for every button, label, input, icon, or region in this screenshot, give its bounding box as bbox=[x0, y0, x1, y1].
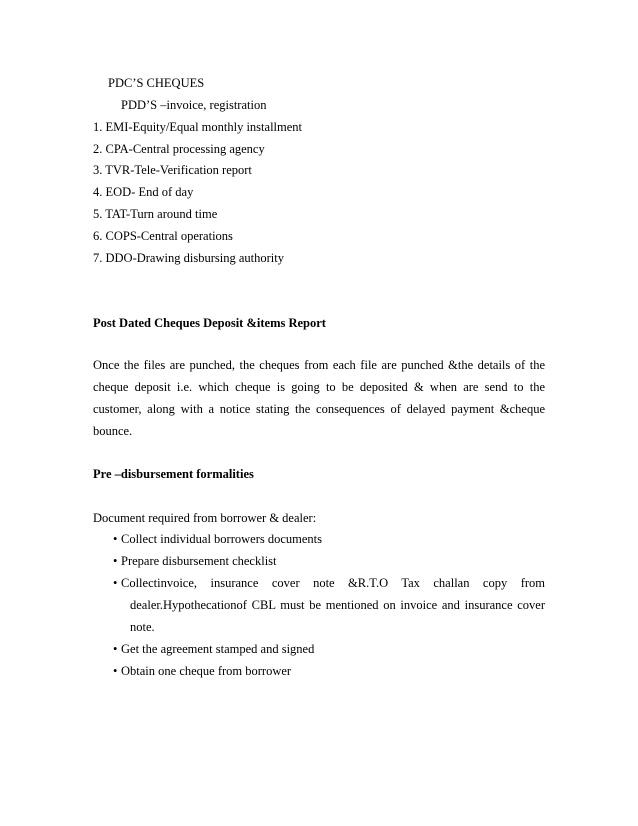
documents-intro: Document required from borrower & dealer: bbox=[93, 511, 317, 525]
list-item: Obtain one cheque from borrower bbox=[121, 664, 292, 678]
abbreviation-item: 5. TAT-Turn around time bbox=[93, 207, 218, 221]
paragraph-line: Once the files are punched, the cheques from each file are punched &the details of the bbox=[93, 358, 545, 372]
bullet-icon: • bbox=[113, 642, 118, 656]
abbreviation-item: 6. COPS-Central operations bbox=[93, 229, 233, 243]
pdc-cheques-title: PDC’S CHEQUES bbox=[108, 76, 205, 90]
list-item: Prepare disbursement checklist bbox=[121, 554, 277, 568]
list-item: Collectinvoice, insurance cover note &R.T.O Tax challan copy from bbox=[121, 576, 545, 590]
abbreviation-item: 4. EOD- End of day bbox=[93, 185, 194, 199]
bullet-icon: • bbox=[113, 554, 118, 568]
bullet-icon: • bbox=[113, 576, 118, 590]
section-heading-post-dated-cheques: Post Dated Cheques Deposit &items Report bbox=[93, 316, 326, 330]
abbreviation-item: 1. EMI-Equity/Equal monthly installment bbox=[93, 120, 303, 134]
abbreviation-item: 3. TVR-Tele-Verification report bbox=[93, 163, 252, 177]
paragraph-line: customer, along with a notice stating the consequences of delayed payment &cheque bbox=[93, 402, 545, 416]
list-item-continuation: note. bbox=[130, 620, 155, 634]
list-item: Collect individual borrowers documents bbox=[121, 532, 323, 546]
section-heading-pre-disbursement: Pre –disbursement formalities bbox=[93, 467, 254, 481]
abbreviation-item: 2. CPA-Central processing agency bbox=[93, 142, 265, 156]
abbreviation-item: 7. DDO-Drawing disbursing authority bbox=[93, 251, 284, 265]
pdd-line: PDD’S –invoice, registration bbox=[121, 98, 267, 112]
bullet-icon: • bbox=[113, 664, 118, 678]
bullet-icon: • bbox=[113, 532, 118, 546]
paragraph-line: cheque deposit i.e. which cheque is going to be deposited & when are send to the bbox=[93, 380, 545, 394]
list-item-continuation: dealer.Hypothecationof CBL must be mentioned on invoice and insurance cover bbox=[130, 598, 545, 612]
list-item: Get the agreement stamped and signed bbox=[121, 642, 315, 656]
paragraph-line: bounce. bbox=[93, 424, 133, 438]
